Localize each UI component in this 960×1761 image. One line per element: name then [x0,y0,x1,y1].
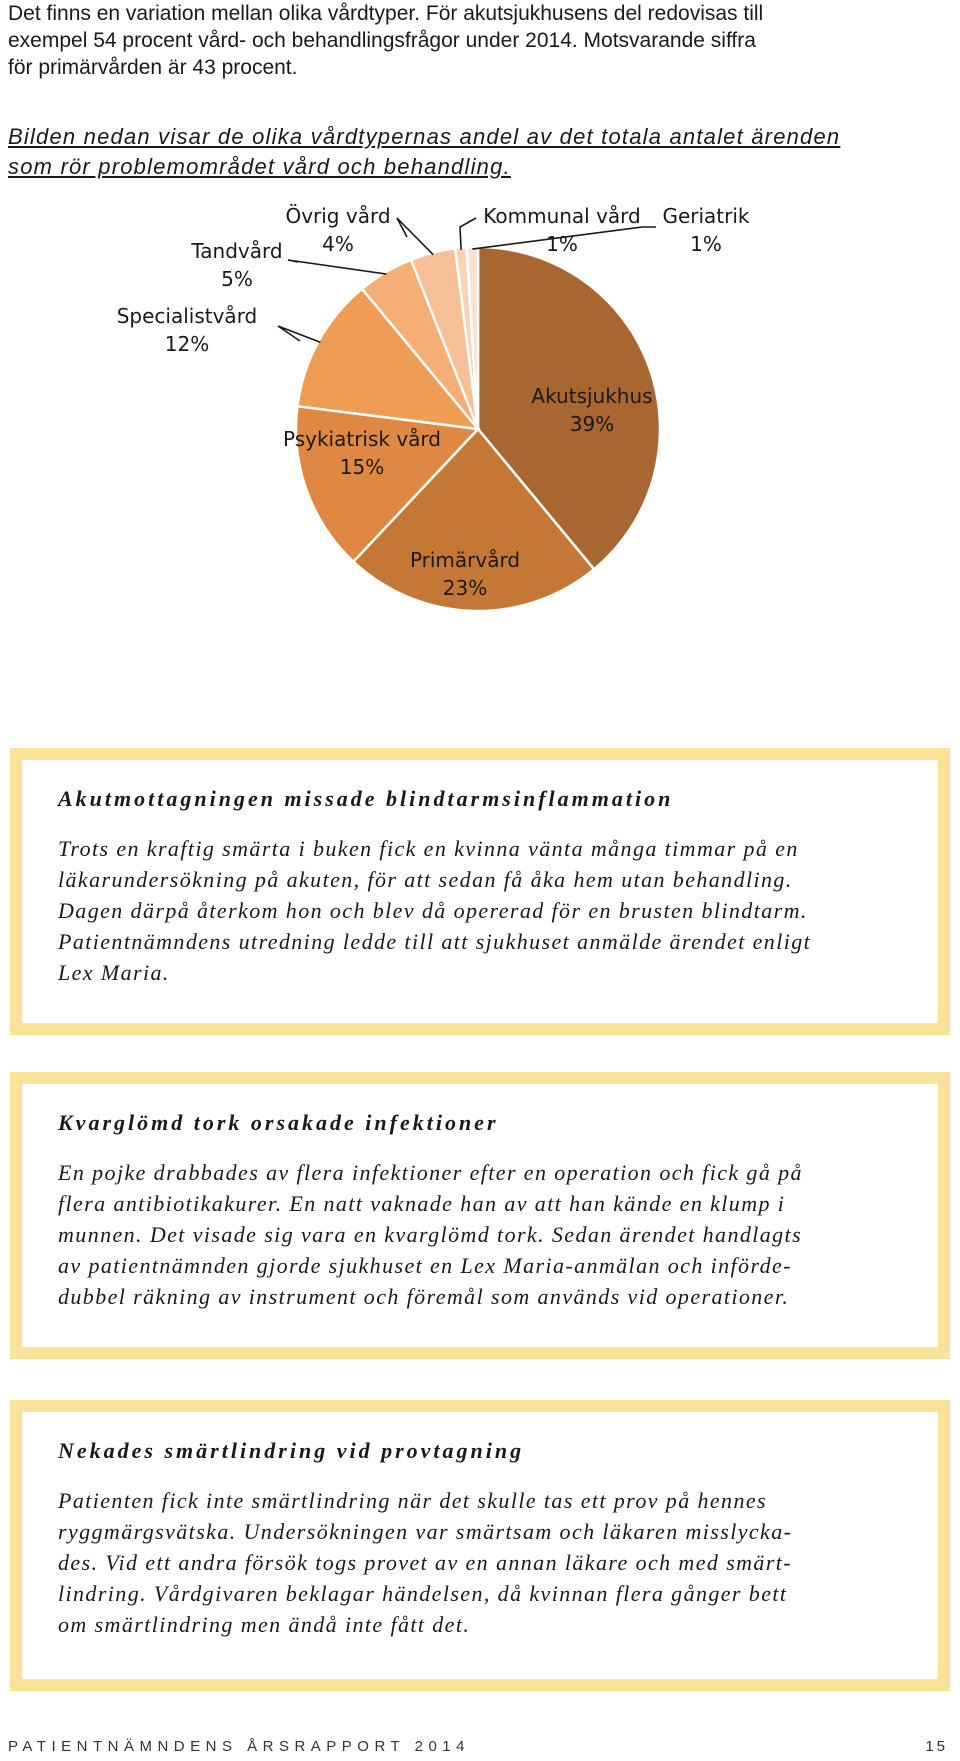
case-text-line: Lex Maria. [58,960,170,985]
slice-label-ovrig-vard: Övrig vård [285,204,391,228]
slice-value-psykiatrisk-vard: 15% [339,455,385,479]
leader-line-kommunal-vard [460,218,476,250]
intro-line: exempel 54 procent vård- och behandlingsfrågor under 2014. Motsvarande siffra [8,29,756,52]
case-text-line: ryggmärgsvätska. Undersökningen var smärtsam och läkaren misslycka- [58,1519,793,1544]
case-text-line: lindring. Vårdgivaren beklagar händelsen, då kvinnan flera gånger bett [58,1581,788,1606]
slice-value-primarvard: 23% [442,576,488,600]
intro-line: Det finns en variation mellan olika vårdtyper. För akutsjukhusens del redovisas till [8,2,764,25]
case-text-line: des. Vid ett andra försök togs provet av en annan läkare och med smärt- [58,1550,793,1575]
chart-caption [8,122,952,182]
slice-label-akutsjukhus: Akutsjukhus [531,384,653,408]
case-text-line: munnen. Det visade sig vara en kvarglömd tork. Sedan ärendet handlagts [58,1222,803,1247]
case-title: Kvarglömd tork orsakade infektioner [58,1110,499,1135]
slice-label-tandvard: Tandvård [191,239,283,263]
slice-value-kommunal-vard: 1% [546,232,578,256]
case-text-line: läkarundersökning på akuten, för att sedan få åka hem utan behandling. [58,867,793,892]
slice-value-tandvard: 5% [221,267,253,291]
slice-label-geriatrik: Geriatrik [662,204,750,228]
slice-value-akutsjukhus: 39% [569,412,615,436]
case-text-line: Dagen därpå återkom hon och blev då opererad för en brusten blindtarm. [58,898,808,923]
pie-chart [0,200,960,700]
case-text-line: Trots en kraftig smärta i buken fick en kvinna vänta många timmar på en [58,836,799,861]
leader-line-tandvard [288,260,386,274]
caption-line: som rör problemområdet vård och behandling. [8,154,511,179]
case-text-line: En pojke drabbades av flera infektioner efter en operation och fick gå på [58,1160,803,1185]
case-box-content [22,1412,938,1679]
intro-paragraph [8,0,952,81]
case-box-3 [10,1400,950,1691]
slice-value-geriatrik: 1% [690,232,722,256]
slice-value-specialistvard: 12% [164,332,210,356]
case-text-line: dubbel räkning av instrument och föremål som används vid operationer. [58,1284,790,1309]
page-number: 15 [925,1738,948,1755]
slice-value-ovrig-vard: 4% [322,232,354,256]
case-text-line: av patientnämnden gjorde sjukhuset en Lex Maria-anmälan och införde- [58,1253,792,1278]
case-title: Nekades smärtlindring vid provtagning [58,1438,525,1463]
case-text-line: flera antibiotikakurer. En natt vaknade han av att han kände en klump i [58,1191,786,1216]
case-box-2 [10,1072,950,1359]
slice-label-kommunal-vard: Kommunal vård [483,204,641,228]
case-box-1 [10,748,950,1035]
case-text-line: Patientnämndens utredning ledde till att sjukhuset anmälde ärendet enligt [58,929,812,954]
intro-line: för primärvården är 43 procent. [8,56,298,79]
case-box-content [22,760,938,1023]
case-text-line: Patienten fick inte smärtlindring när det skulle tas ett prov på hennes [58,1488,767,1513]
slice-label-specialistvard: Specialistvård [116,304,258,328]
slice-label-primarvard: Primärvård [409,548,521,572]
leader-line-ovrig-vard [397,218,433,255]
case-title: Akutmottagningen missade blindtarmsinflammation [58,786,674,811]
footer-report-title: PATIENTNÄMNDENS ÅRSRAPPORT 2014 [8,1738,470,1755]
case-text-line: om smärtlindring men ändå inte fått det. [58,1612,471,1637]
caption-line: Bilden nedan visar de olika vårdtypernas andel av det totala antalet ärenden [8,124,841,149]
case-box-content [22,1084,938,1347]
slice-label-psykiatrisk-vard: Psykiatrisk vård [283,427,441,451]
leader-line-specialistvard [278,326,320,342]
